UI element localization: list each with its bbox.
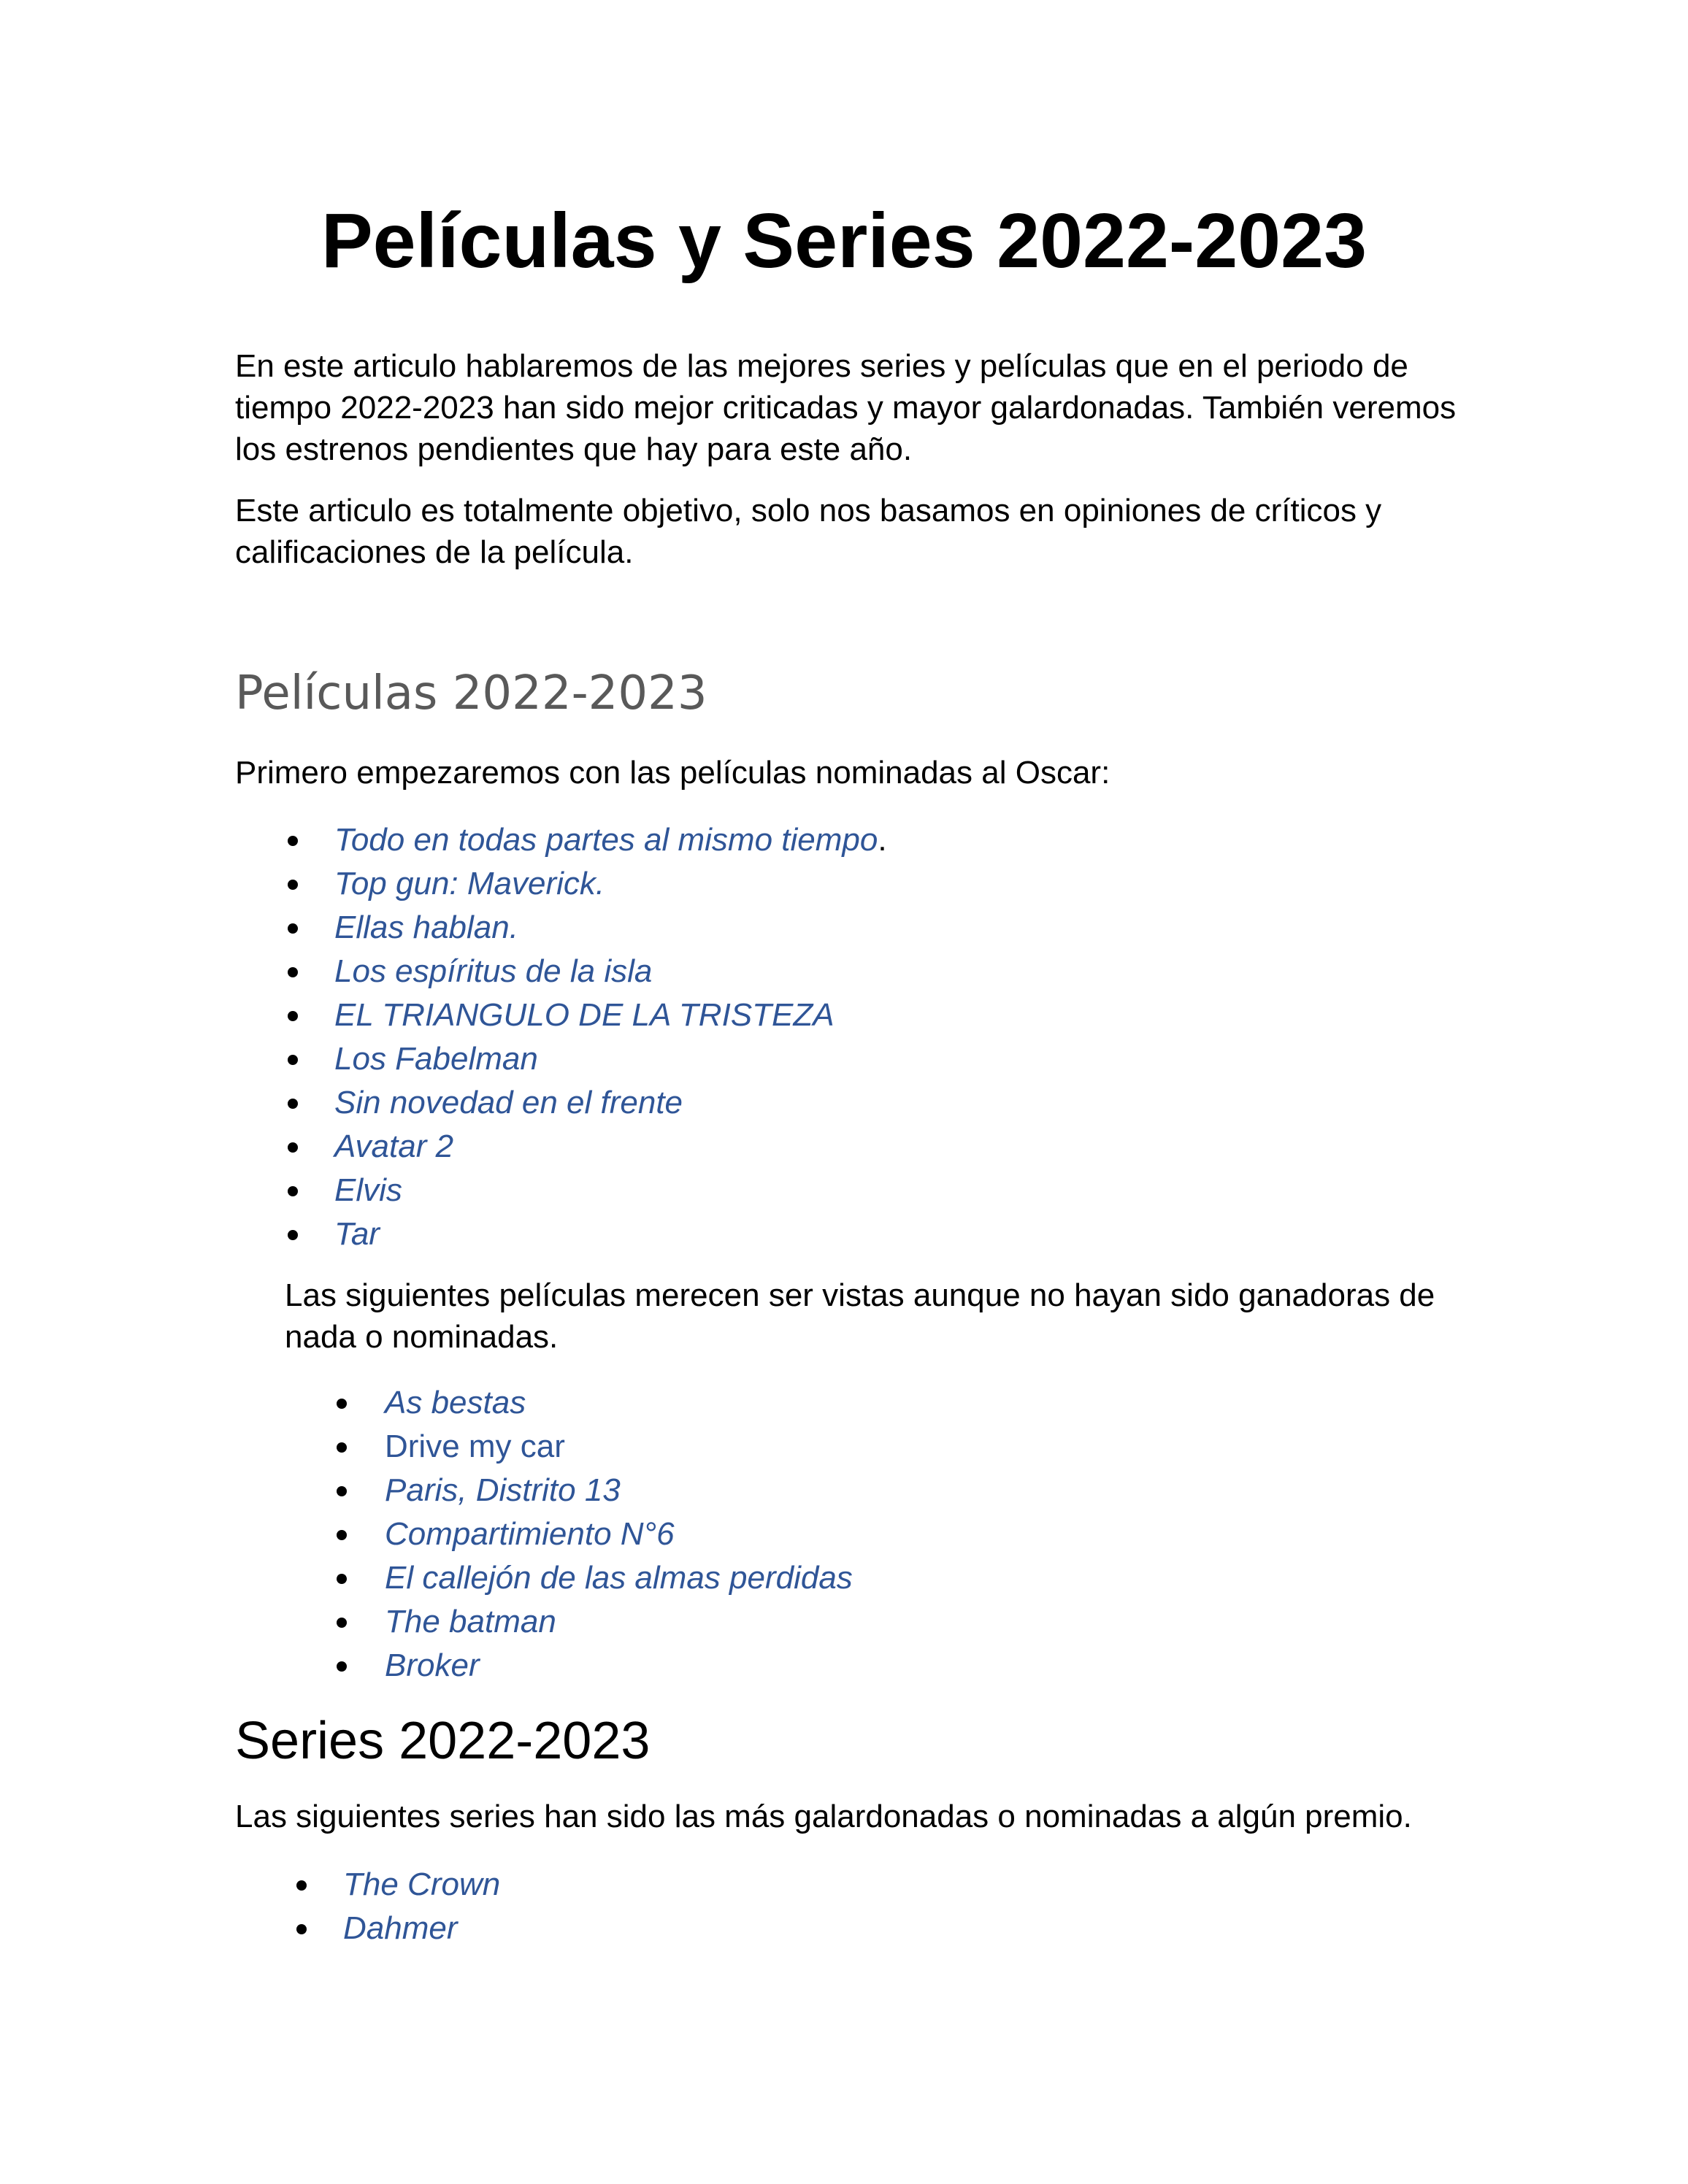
list-item[interactable] xyxy=(343,1863,500,1907)
bullet-icon xyxy=(288,1230,298,1240)
list-item[interactable] xyxy=(334,950,887,993)
bullet-icon xyxy=(337,1661,347,1672)
series-intro: Las siguientes series han sido las más galardonadas o nominadas a algún premio. xyxy=(235,1799,1412,1834)
movie-title[interactable]: Top gun: Maverick. xyxy=(334,866,605,901)
bullet-icon xyxy=(337,1618,347,1628)
intro-paragraph-1: En este articulo hablaremos de las mejores series y películas que en el periodo de tiempo 2022-2023 han sido mejor criticadas y mayor galardonadas. También veremos los estrenos pendientes que hay para este año. xyxy=(235,348,1457,467)
movie-title[interactable]: Drive my car xyxy=(385,1429,565,1464)
list-item[interactable] xyxy=(334,1125,887,1169)
bullet-icon xyxy=(288,1099,298,1109)
bullet-icon xyxy=(288,1142,298,1153)
bullet-icon xyxy=(337,1486,347,1496)
list-item[interactable] xyxy=(334,862,887,906)
series-list xyxy=(343,1863,500,1950)
document-title: Películas y Series 2022-2023 xyxy=(321,198,1367,284)
list-item[interactable] xyxy=(385,1469,853,1512)
bullet-icon xyxy=(296,1924,307,1934)
bullet-icon xyxy=(288,1055,298,1065)
list-item[interactable] xyxy=(334,993,887,1037)
movie-title[interactable]: The batman xyxy=(385,1604,556,1639)
movie-title[interactable]: Ellas hablan. xyxy=(334,910,518,945)
list-item[interactable] xyxy=(385,1600,853,1644)
list-item[interactable] xyxy=(385,1556,853,1600)
movie-title[interactable]: Paris, Distrito 13 xyxy=(385,1472,621,1508)
bullet-icon xyxy=(296,1880,307,1891)
bullet-icon xyxy=(337,1442,347,1453)
list-item[interactable] xyxy=(385,1512,853,1556)
movie-title[interactable]: Compartimiento N°6 xyxy=(385,1516,675,1552)
list-item[interactable] xyxy=(334,818,887,862)
list-item[interactable] xyxy=(334,906,887,950)
movie-title[interactable]: Avatar 2 xyxy=(334,1128,454,1164)
movie-title[interactable]: Todo en todas partes al mismo tiempo xyxy=(334,822,878,858)
bullet-icon xyxy=(337,1530,347,1540)
oscar-nominees-list xyxy=(334,818,887,1256)
movie-title[interactable]: Los Fabelman xyxy=(334,1041,538,1077)
movie-title[interactable]: Tar xyxy=(334,1216,380,1252)
list-item[interactable] xyxy=(334,1081,887,1125)
movie-title[interactable]: EL TRIANGULO DE LA TRISTEZA xyxy=(334,997,835,1033)
movie-title[interactable]: Broker xyxy=(385,1647,480,1683)
peliculas-heading: Películas 2022-2023 xyxy=(235,666,707,720)
bullet-icon xyxy=(288,1186,298,1196)
list-item[interactable] xyxy=(385,1644,853,1688)
extra-movies-intro: Las siguientes películas merecen ser vistas aunque no hayan sido ganadoras de nada o nominadas. xyxy=(285,1277,1435,1355)
intro-paragraph-2: Este articulo es totalmente objetivo, solo nos basamos en opiniones de críticos y calificaciones de la película. xyxy=(235,493,1382,570)
series-heading: Series 2022-2023 xyxy=(235,1712,651,1770)
list-item[interactable] xyxy=(343,1907,500,1950)
peliculas-intro: Primero empezaremos con las películas nominadas al Oscar: xyxy=(235,755,1110,791)
list-item[interactable] xyxy=(385,1425,853,1469)
list-item[interactable] xyxy=(334,1037,887,1081)
bullet-icon xyxy=(288,836,298,846)
series-title[interactable]: Dahmer xyxy=(343,1910,458,1946)
bullet-icon xyxy=(337,1574,347,1584)
bullet-icon xyxy=(288,923,298,934)
movie-title[interactable]: Elvis xyxy=(334,1172,402,1208)
bullet-icon xyxy=(288,967,298,977)
bullet-icon xyxy=(337,1399,347,1409)
extra-movies-list xyxy=(385,1381,853,1688)
trailing-period: . xyxy=(878,822,887,858)
bullet-icon xyxy=(288,880,298,890)
list-item[interactable] xyxy=(334,1169,887,1212)
series-title[interactable]: The Crown xyxy=(343,1866,501,1902)
movie-title[interactable]: Los espíritus de la isla xyxy=(334,953,653,989)
movie-title[interactable]: El callejón de las almas perdidas xyxy=(385,1560,853,1596)
bullet-icon xyxy=(288,1011,298,1021)
movie-title[interactable]: Sin novedad en el frente xyxy=(334,1085,683,1120)
movie-title[interactable]: As bestas xyxy=(385,1385,526,1420)
list-item[interactable] xyxy=(385,1381,853,1425)
list-item[interactable] xyxy=(334,1212,887,1256)
